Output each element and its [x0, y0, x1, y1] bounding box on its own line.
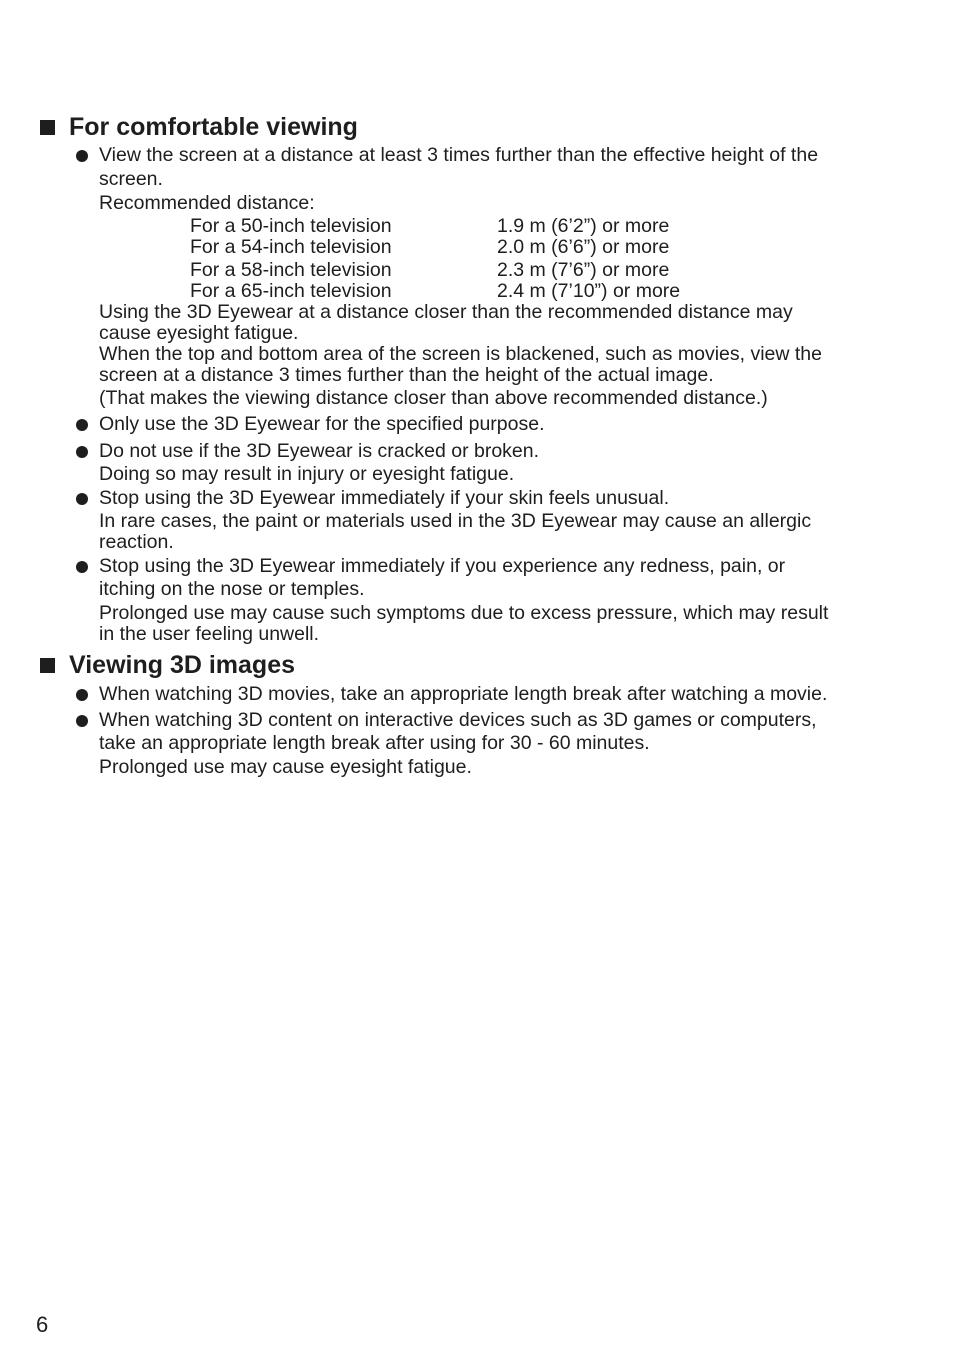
- bullet-icon: [76, 419, 88, 431]
- text-line: Do not use if the 3D Eyewear is cracked or broken.: [99, 440, 540, 462]
- square-bullet-icon: [40, 658, 55, 673]
- distance-label: For a 50-inch television: [190, 215, 392, 237]
- distance-value: 2.4 m (7’10”) or more: [497, 280, 681, 302]
- section-heading-viewing-3d-images: [40, 650, 295, 680]
- section-title: Viewing 3D images: [69, 651, 296, 679]
- distance-value: 2.0 m (6’6”) or more: [497, 236, 670, 258]
- text-line: Recommended distance:: [99, 192, 315, 214]
- text-line: View the screen at a distance at least 3 times further than the effective height of the: [99, 144, 819, 166]
- distance-label: For a 65-inch television: [190, 280, 392, 302]
- text-line: take an appropriate length break after using for 30 - 60 minutes.: [99, 732, 650, 754]
- bullet-icon: [76, 493, 88, 505]
- text-line: Stop using the 3D Eyewear immediately if your skin feels unusual.: [99, 487, 670, 509]
- section-title: For comfortable viewing: [69, 113, 358, 141]
- distance-label: For a 58-inch television: [190, 259, 392, 281]
- distance-value: 2.3 m (7’6”) or more: [497, 259, 670, 281]
- bullet-icon: [76, 689, 88, 701]
- text-line: When watching 3D content on interactive devices such as 3D games or computers,: [99, 709, 817, 731]
- text-line: in the user feeling unwell.: [99, 623, 320, 645]
- text-line: screen.: [99, 168, 163, 190]
- text-line: Using the 3D Eyewear at a distance closer than the recommended distance may: [99, 301, 793, 323]
- text-line: Only use the 3D Eyewear for the specified purpose.: [99, 413, 545, 435]
- bullet-icon: [76, 150, 88, 162]
- bullet-icon: [76, 715, 88, 727]
- bullet-icon: [76, 561, 88, 573]
- text-line: screen at a distance 3 times further than the height of the actual image.: [99, 364, 714, 386]
- bullet-icon: [76, 446, 88, 458]
- text-line: Prolonged use may cause such symptoms due to excess pressure, which may result: [99, 602, 829, 624]
- text-line: Doing so may result in injury or eyesight fatigue.: [99, 463, 515, 485]
- square-bullet-icon: [40, 120, 55, 135]
- text-line: In rare cases, the paint or materials used in the 3D Eyewear may cause an allergic: [99, 510, 812, 532]
- distance-value: 1.9 m (6’2”) or more: [497, 215, 670, 237]
- text-line: Prolonged use may cause eyesight fatigue.: [99, 756, 472, 778]
- text-line: When watching 3D movies, take an appropriate length break after watching a movie.: [99, 683, 828, 705]
- text-line: Stop using the 3D Eyewear immediately if you experience any redness, pain, or: [99, 555, 786, 577]
- section-heading-comfortable-viewing: [40, 112, 358, 142]
- text-line: When the top and bottom area of the screen is blackened, such as movies, view the: [99, 343, 822, 365]
- text-line: reaction.: [99, 531, 174, 553]
- distance-label: For a 54-inch television: [190, 236, 392, 258]
- text-line: cause eyesight fatigue.: [99, 322, 299, 344]
- page-number: 6: [36, 1312, 49, 1337]
- text-line: itching on the nose or temples.: [99, 578, 365, 600]
- text-line: (That makes the viewing distance closer than above recommended distance.): [99, 387, 768, 409]
